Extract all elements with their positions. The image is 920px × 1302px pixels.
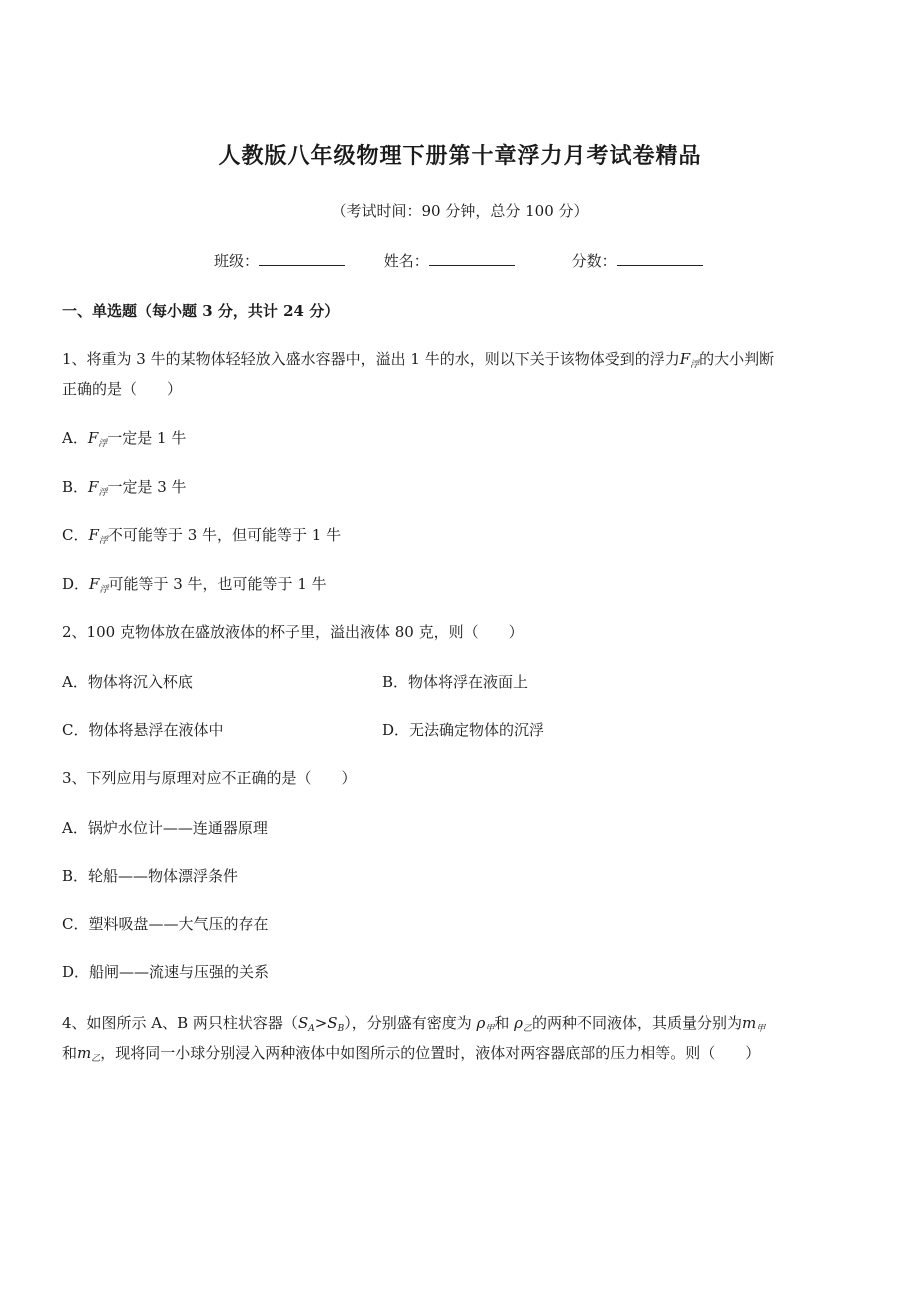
score-blank[interactable] [617, 251, 703, 266]
name-blank[interactable] [429, 251, 515, 266]
q2-option-c: C．物体将悬浮在液体中 [62, 721, 224, 739]
q3-stem: 3、下列应用与原理对应不正确的是（ ） [62, 769, 357, 787]
q2-option-d: D．无法确定物体的沉浮 [382, 721, 545, 739]
class-label: 班级： [214, 252, 260, 270]
q3-option-d: D．船闸——流速与压强的关系 [62, 963, 270, 981]
q4-stem-line2: 和$m_乙$，现将同一小球分别浸入两种液体中如图所示的位置时，液体对两容器底部的压力相等。则（ ） [62, 1044, 761, 1064]
q2-option-a: A．物体将沉入杯底 [62, 673, 193, 691]
q1-option-a: A．$F_浮$一定是 1 牛 [62, 429, 187, 449]
q2-stem: 2、100 克物体放在盛放液体的杯子里，溢出液体 80 克，则（ ） [62, 623, 524, 641]
page-title: 人教版八年级物理下册第十章浮力月考试卷精品 [218, 143, 702, 169]
q1-option-d: D．$F_浮$可能等于 3 牛，也可能等于 1 牛 [62, 575, 327, 595]
score-label: 分数： [571, 252, 617, 270]
q3-option-a: A．锅炉水位计——连通器原理 [62, 819, 268, 837]
student-info-fields [214, 250, 703, 271]
class-blank[interactable] [259, 251, 345, 266]
q1-option-c: C．$F_浮$不可能等于 3 牛，但可能等于 1 牛 [62, 526, 342, 546]
q3-option-c: C．塑料吸盘——大气压的存在 [62, 915, 269, 933]
section-heading: 一、单选题（每小题 3 分，共计 24 分） [62, 302, 340, 320]
q1-stem-line2: 正确的是（ ） [62, 380, 183, 398]
name-label: 姓名： [383, 252, 429, 270]
q4-stem-line1: 4、如图所示 A、B 两只柱状容器$(S_A>S_B)$，分别盛有密度为 $\rho_甲$和 $\rho_乙$的两种不同液体，其质量分别为$m_甲$ [62, 1014, 766, 1034]
q2-option-b: B．物体将浮在液面上 [382, 673, 529, 691]
q3-option-b: B．轮船——物体漂浮条件 [62, 867, 239, 885]
exam-note: （考试时间：90 分钟，总分 100 分） [331, 202, 589, 220]
q1-stem-line1: 1、将重为 3 牛的某物体轻轻放入盛水容器中，溢出 1 牛的水，则以下关于该物体受到的浮力$F_浮$的大小判断 [62, 350, 775, 370]
q1-option-b: B．$F_浮$一定是 3 牛 [62, 478, 187, 498]
